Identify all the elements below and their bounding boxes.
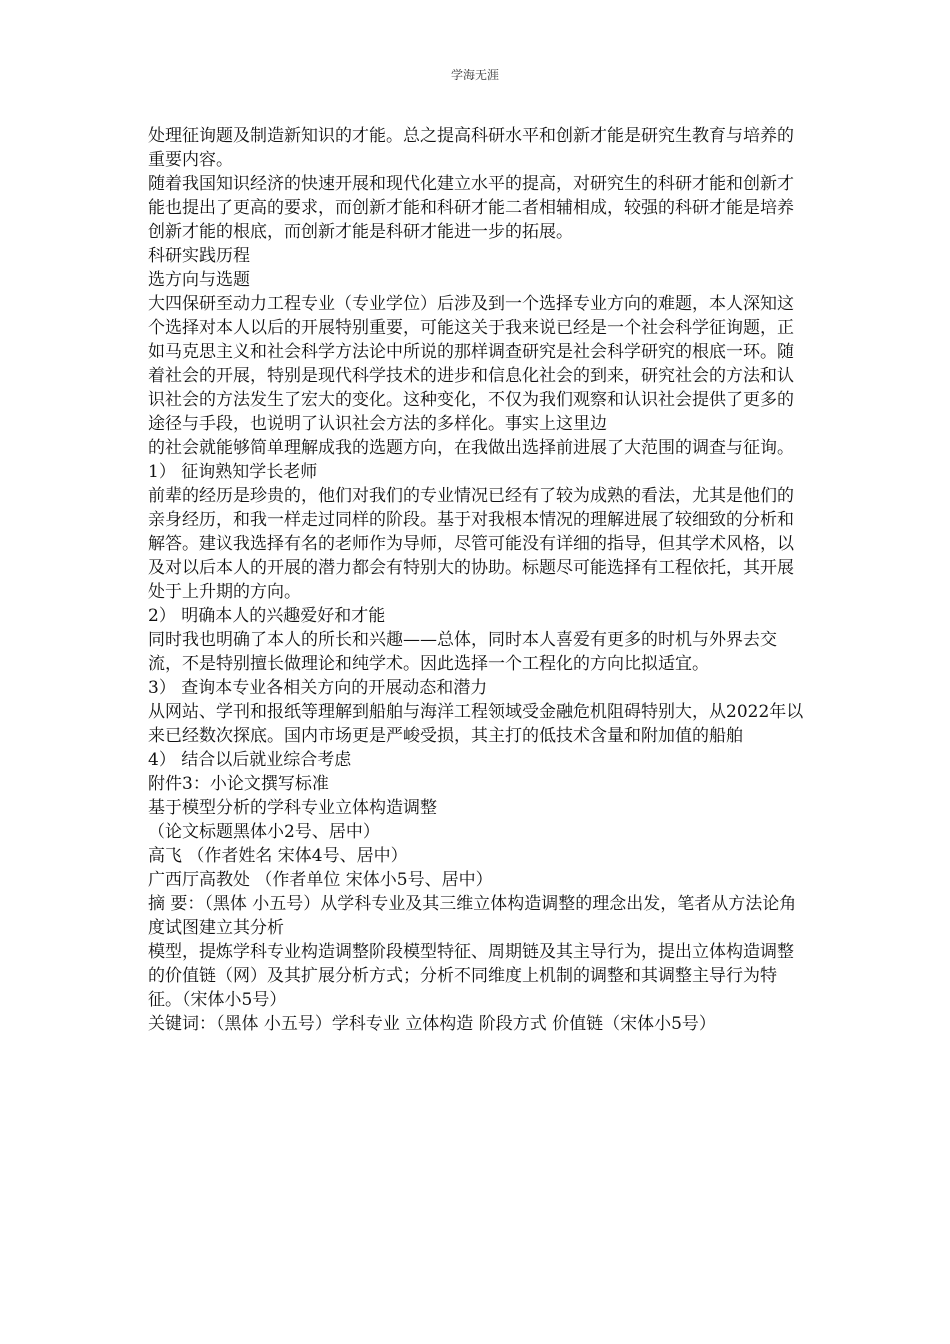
list-item-heading: 1） 征询熟知学长老师	[148, 462, 318, 482]
list-item-heading: 4） 结合以后就业综合考虑	[148, 750, 352, 770]
paragraph: 随着我国知识经济的快速开展和现代化建立水平的提高，对研究生的科研才能和创新才能也提出了更高的要求，而创新才能和科研才能二者相辅相成，较强的科研才能是培养创新才能的根底，而创新才能是科研才能进一步的拓展。	[148, 174, 794, 242]
abstract-continued: 模型，提炼学科专业构造调整阶段模型特征、周期链及其主导行为，提出立体构造调整的价值链（网）及其扩展分析方式；分析不同维度上机制的调整和其调整主导行为特征。（宋体小5号）	[148, 942, 794, 1010]
section-heading: 选方向与选题	[148, 270, 250, 290]
paragraph: 前辈的经历是珍贵的，他们对我们的专业情况已经有了较为成熟的看法，尤其是他们的亲身经历，和我一样走过同样的阶段。基于对我根本情况的理解进展了较细致的分析和解答。建议我选择有名的老师作为导师，尽管可能没有详细的指导，但其学术风格，以及对以后本人的开展的潜力都会有特别大的协助。标题尽可能选择有工程依托，其开展处于上升期的方向。	[148, 486, 794, 602]
page-header: 学海无涯	[450, 68, 499, 82]
paragraph: 的社会就能够简单理解成我的选题方向，在我做出选择前进展了大范围的调查与征询。	[148, 438, 794, 458]
paragraph: 从网站、学刊和报纸等理解到船舶与海洋工程领域受金融危机阻碍特别大，从2022年以来已经数次探底。国内市场更是严峻受损，其主打的低技术含量和附加值的船舶	[148, 702, 804, 746]
paragraph: 同时我也明确了本人的所长和兴趣——总体，同时本人喜爱有更多的时机与外界去交流，不是特别擅长做理论和纯学术。因此选择一个工程化的方向比拟适宜。	[148, 630, 777, 674]
section-heading: 科研实践历程	[148, 246, 250, 266]
abstract: 摘 要：（黑体 小五号）从学科专业及其三维立体构造调整的理念出发，笔者从方法论角度试图建立其分析	[148, 894, 797, 938]
author-line: 高飞 （作者姓名 宋体4号、居中）	[148, 846, 408, 866]
paragraph: 大四保研至动力工程专业（专业学位）后涉及到一个选择专业方向的难题，本人深知这个选择对本人以后的开展特别重要，可能这关于我来说已经是一个社会科学征询题，正如马克思主义和社会科学方法论中所说的那样调查研究是社会科学研究的根底一环。随着社会的开展，特别是现代科学技术的进步和信息化社会的到来，研究社会的方法和认识社会的方法发生了宏大的变化。这种变化，不仅为我们观察和认识社会提供了更多的途径与手段，也说明了认识社会方法的多样化。事实上这里边	[148, 294, 794, 434]
document-body	[148, 124, 808, 1036]
paper-title: 基于模型分析的学科专业立体构造调整	[148, 798, 437, 818]
list-item-heading: 2） 明确本人的兴趣爱好和才能	[148, 606, 386, 626]
list-item-heading: 3） 查询本专业各相关方向的开展动态和潜力	[148, 678, 488, 698]
keywords: 关键词：（黑体 小五号）学科专业 立体构造 阶段方式 价值链（宋体小5号）	[148, 1014, 716, 1034]
paragraph: 处理征询题及制造新知识的才能。总之提高科研水平和创新才能是研究生教育与培养的重要内容。	[148, 126, 794, 170]
affiliation-line: 广西厅高教处 （作者单位 宋体小5号、居中）	[148, 870, 493, 890]
format-note: （论文标题黑体小2号、居中）	[148, 822, 380, 842]
appendix-title: 附件3：小论文撰写标准	[148, 774, 329, 794]
